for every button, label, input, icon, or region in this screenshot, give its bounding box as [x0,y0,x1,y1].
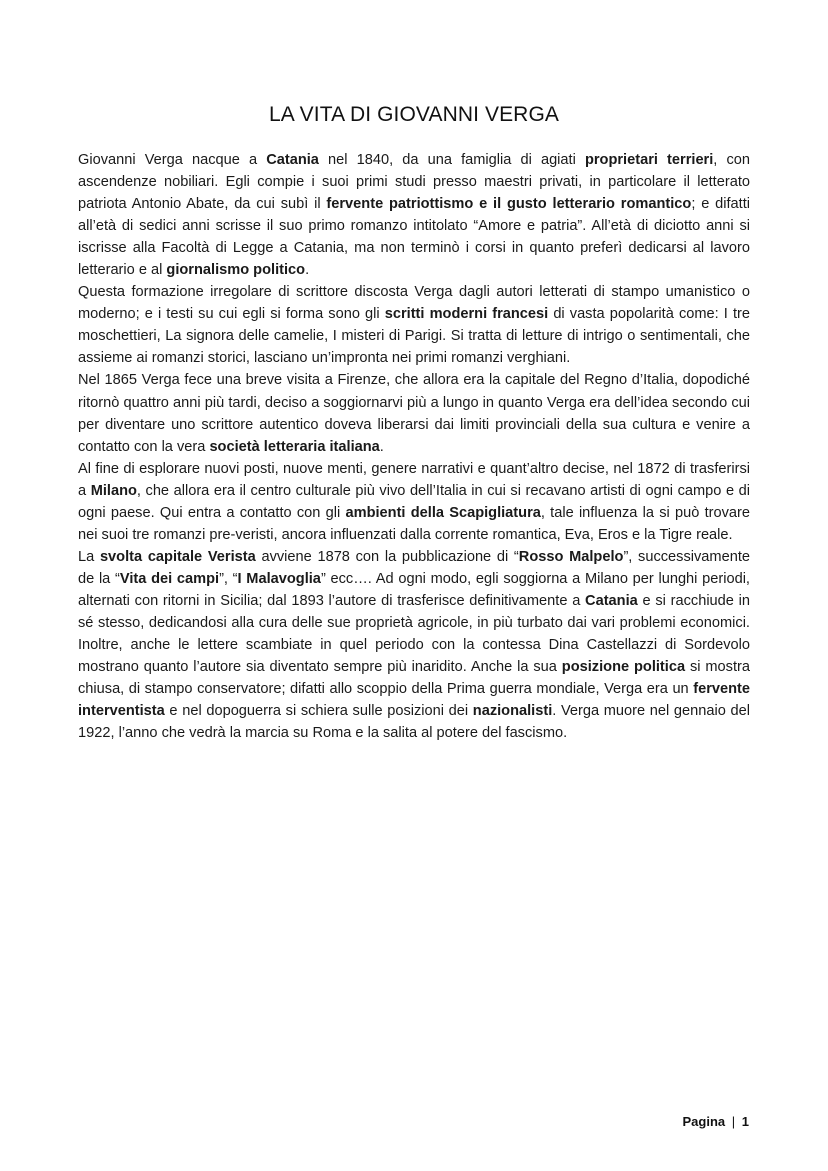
bold-text-run: fervente interventista [78,681,750,720]
bold-text-run: ambienti della Scapigliatura [345,504,541,521]
bold-text-run: Rosso Malpelo [518,548,624,565]
bold-text-run: I Malavoglia [237,570,321,587]
text-run: si mostra chiusa, di stampo conservatore; difatti allo scoppio della Prima guerra mondiale, Verga era un [78,659,751,698]
bold-text-run: nazionalisti [472,703,553,720]
text-run: avviene 1878 con la pubblicazione di “ [255,548,519,565]
text-run: Questa formazione irregolare di scrittore discosta Verga dagli autori letterati di stampo umanistico o moderno; e i testi su cui egli si forma sono gli [78,284,750,323]
text-run: e nel dopoguerra si schiera sulle posizioni dei [164,703,473,720]
bold-text-run: Catania [585,592,638,609]
text-run: ”, successivamente de la “ [78,548,750,587]
bold-text-run: svolta capitale Verista [99,548,256,565]
bold-text-run: società letteraria italiana [209,438,380,455]
text-run: Al fine di esplorare nuovi posti, nuove menti, genere narrativi e quant’altro decise, nel 1872 di trasferirsi a [78,460,750,499]
paragraph [78,458,750,546]
text-run: . Verga muore nel gennaio del 1922, l’anno che vedrà la marcia su Roma e la salita al potere del fascismo. [78,703,750,742]
text-run: ; e difatti all’età di sedici anni scrisse il suo primo romanzo intitolato “Amore e patria”. All’età di diciotto anni si iscrisse alla Facoltà di Legge a Catania, ma non terminò i corsi in quanto preferì dedicarsi al lavoro letterario e al [78,196,751,279]
paragraph [78,369,750,457]
bold-text-run: fervente patriottismo e il gusto letterario romantico [326,196,692,213]
text-run: di vasta popolarità come: I tre moschettieri, La signora delle camelie, I misteri di Parigi. Si tratta di letture di intrigo o sentimentali, che assieme ai romanzi storici, lasciano un’impronta nei primi romanzi verghiani. [78,306,750,367]
bold-text-run: Vita dei campi [119,570,220,587]
page-separator: | [731,1114,736,1129]
bold-text-run: Catania [266,152,319,168]
text-run: , che allora era il centro culturale più vivo dell’Italia in cui si recavano artisti di ogni campo e di ogni paese. Qui entra a contatto con gli [78,482,751,521]
bold-text-run: proprietari terrieri [584,152,714,168]
page-title: LA VITA DI GIOVANNI VERGA [269,103,559,126]
text-run: Nel 1865 Verga fece una breve visita a Firenze, che allora era la capitale del Regno d’Italia, dopodiché ritornò quattro anni più tardi, deciso a soggiornarvi più a lungo in quanto Verga era dell’idea secondo cui per diventare uno scrittore autentico doveva liberarsi dai limiti provinciali della sua cultura e venire a contatto con la vera [78,372,750,455]
text-run: Giovanni Verga nacque a [78,152,267,168]
bold-text-run: posizione politica [561,659,686,676]
text-run: . [379,438,384,455]
paragraph [78,281,750,369]
body-text [78,149,750,744]
text-run: La [78,548,100,565]
bold-text-run: Milano [90,482,137,499]
bold-text-run: scritti moderni francesi [384,306,549,323]
text-run: e si racchiude in sé stesso, dedicandosi alla cura delle sue proprietà agricole, in più turbato dai vari problemi economici. Inoltre, anche le lettere scambiate in quel periodo con la contessa Dina Castellazzi di Sordevolo mostrano quanto l’autore sia diventato sempre più inaridito. Anche la sua [78,592,750,676]
text-run: , tale influenza la si può trovare nei suoi tre romanzi pre-veristi, ancora influenzati dalla corrente romantica, Eva, Eros e la Tigre reale. [78,504,750,543]
text-run: ” ecc…. Ad ogni modo, egli soggiorna a Milano per lunghi periodi, alternati con ritorni in Sicilia; dal 1893 l’autore di trasferisce definitivamente a [78,570,750,609]
bold-text-run: giornalismo politico [166,262,306,279]
page-footer [683,1114,750,1129]
text-run: , con ascendenze nobiliari. Egli compie i suoi primi studi presso maestri privati, in particolare il letterato patriota Antonio Abate, da cui subì il [78,152,750,213]
text-run: . [305,262,310,279]
page-number: 1 [741,1114,749,1129]
paragraph [78,546,750,744]
text-run: nel 1840, da una famiglia di agiati [318,152,585,168]
page-label: Pagina [682,1114,726,1129]
text-run: ”, “ [219,570,238,587]
paragraph [78,149,750,281]
